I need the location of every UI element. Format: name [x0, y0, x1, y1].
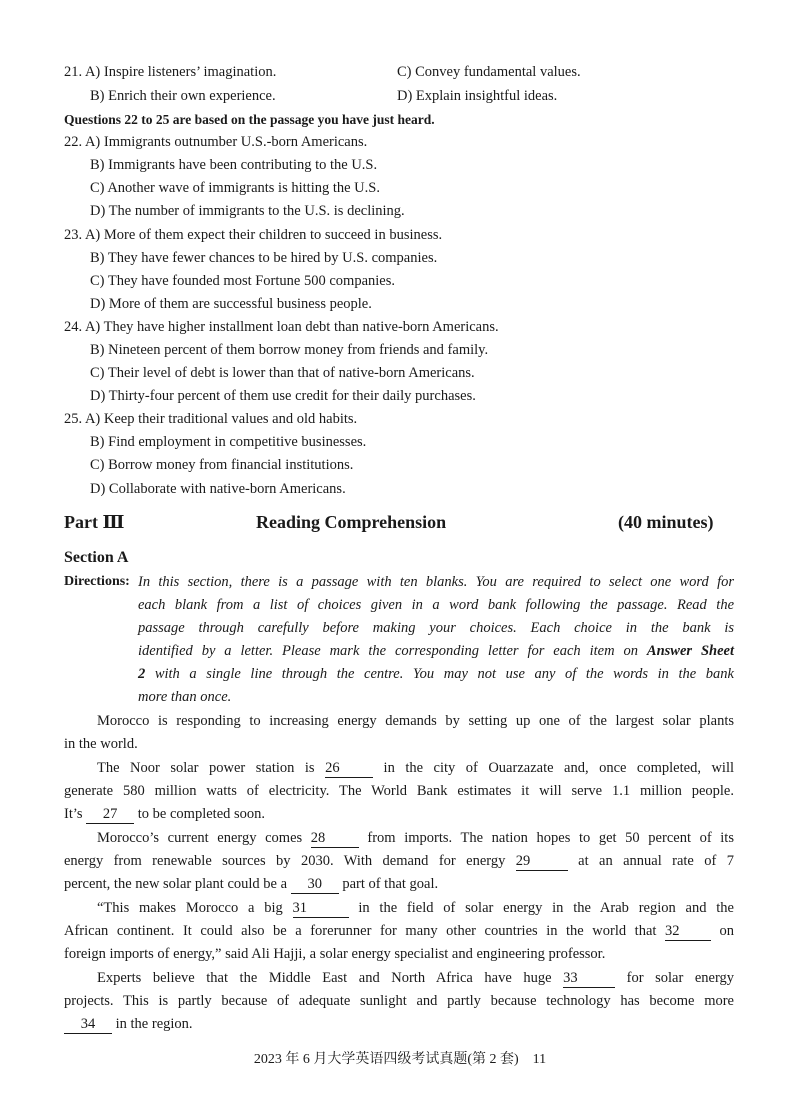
option-b: B) Find employment in competitive businesses. [90, 434, 367, 450]
option-a: A) More of them expect their children to succeed in business. [84, 227, 443, 243]
passage-line [64, 874, 438, 894]
answer-sheet-label: Answer Sheet [646, 643, 734, 659]
directions-text: identified by a letter. Please mark the corresponding letter for each item on [138, 643, 647, 659]
passage-text: to be completed soon. [134, 806, 266, 822]
question-22 [64, 132, 367, 152]
option-d: D) More of them are successful business people. [90, 296, 372, 312]
part-title: Reading Comprehension [256, 512, 447, 532]
passage-text: in the region. [112, 1016, 193, 1032]
passage-text: It’s [64, 806, 87, 822]
directions-label: Directions: [64, 574, 130, 589]
option-b: B) Enrich their own experience. [90, 88, 276, 104]
passage-line: in the world. [64, 736, 138, 752]
option-d: D) Collaborate with native-born Americans. [90, 481, 346, 497]
question-number: 24. [64, 319, 83, 335]
directions-line-5 [138, 664, 734, 684]
question-number: 23. [64, 227, 83, 243]
question-number: 22. [64, 134, 83, 150]
passage-line [64, 921, 734, 941]
option-b: B) Nineteen percent of them borrow money from friends and family. [90, 342, 489, 358]
passage-line: generate 580 million watts of electricity. The World Bank estimates it will serve 1.1 million people. [64, 783, 734, 799]
passage-text: part of that goal. [338, 876, 439, 892]
passage-text: for solar energy [615, 970, 735, 986]
option-b: B) They have fewer chances to be hired by U.S. companies. [90, 250, 438, 266]
option-c: C) Their level of debt is lower than that of native-born Americans. [90, 365, 475, 381]
option-a: A) Immigrants outnumber U.S.-born Americans. [84, 134, 368, 150]
directions-line-1: In this section, there is a passage with ten blanks. You are required to select one word for [138, 574, 734, 590]
passage-text: energy from renewable sources by 2030. With demand for energy [64, 853, 516, 869]
passage-line [64, 851, 734, 871]
page-footer: 2023 年 6 月大学英语四级考试真题(第 2 套) 11 [253, 1052, 547, 1067]
directions-line-6: more than once. [138, 689, 232, 705]
option-c: C) They have founded most Fortune 500 companies. [90, 273, 395, 289]
answer-sheet-number: 2 [138, 666, 146, 682]
passage-text: on [710, 923, 734, 939]
option-c: C) Convey fundamental values. [397, 64, 581, 80]
option-a: A) Keep their traditional values and old habits. [84, 411, 358, 427]
passage-text: percent, the new solar plant could be a [64, 876, 291, 892]
option-d: D) Thirty-four percent of them use credit for their daily purchases. [90, 388, 476, 404]
passage-line [97, 898, 734, 918]
passage-line: Morocco is responding to increasing energy demands by setting up one of the largest solar plants [97, 713, 734, 729]
blank-33: 33 [563, 970, 615, 988]
passage-line [64, 804, 265, 824]
blank-27: 27 [86, 806, 134, 824]
passage-text: in the field of solar energy in the Arab region and the [348, 900, 734, 916]
question-25 [64, 409, 357, 429]
option-d: D) Explain insightful ideas. [397, 88, 558, 104]
option-c: C) Borrow money from financial institutions. [90, 457, 354, 473]
blank-32: 32 [665, 923, 711, 941]
option-a: A) Inspire listeners’ imagination. [84, 64, 277, 80]
question-21 [64, 62, 276, 82]
questions-instruction: Questions 22 to 25 are based on the passage you have just heard. [64, 112, 435, 127]
part-time: (40 minutes) [618, 512, 714, 532]
passage-text: at an annual rate of 7 [567, 853, 735, 869]
passage-line: projects. This is partly because of adequate sunlight and partly because technology has become more [64, 993, 734, 1009]
passage-text: in the city of Ouarzazate and, once completed, will [373, 760, 735, 776]
option-a: A) They have higher installment loan debt than native-born Americans. [84, 319, 499, 335]
question-23 [64, 225, 442, 245]
passage-line: foreign imports of energy,” said Ali Hajji, a solar energy specialist and engineering professor. [64, 946, 606, 962]
passage-line [97, 758, 734, 778]
passage-line [64, 1014, 193, 1034]
part-label: Part Ⅲ [64, 512, 125, 532]
option-b: B) Immigrants have been contributing to the U.S. [90, 157, 378, 173]
blank-31: 31 [293, 900, 349, 918]
blank-34: 34 [64, 1016, 112, 1034]
blank-29: 29 [516, 853, 568, 871]
section-title: Section A [64, 549, 129, 566]
blank-28: 28 [311, 830, 359, 848]
question-24 [64, 317, 499, 337]
option-d: D) The number of immigrants to the U.S. is declining. [90, 203, 405, 219]
passage-text: Morocco’s current energy comes [97, 830, 311, 846]
question-number: 21. [64, 64, 83, 80]
question-number: 25. [64, 411, 83, 427]
passage-text: “This makes Morocco a big [97, 900, 293, 916]
directions-line-3: passage through carefully before making your choices. Each choice in the bank is [138, 620, 734, 636]
blank-30: 30 [291, 876, 339, 894]
passage-text: from imports. The nation hopes to get 50 percent of its [358, 830, 734, 846]
directions-line-4 [138, 641, 734, 661]
option-c: C) Another wave of immigrants is hitting the U.S. [90, 180, 380, 196]
passage-text: Experts believe that the Middle East and North Africa have huge [97, 970, 564, 986]
blank-26: 26 [325, 760, 373, 778]
directions-line-2: each blank from a list of choices given in a word bank following the passage. Read the [138, 597, 734, 613]
passage-line [97, 828, 734, 848]
passage-text: African continent. It could also be a forerunner for many other countries in the world that [64, 923, 665, 939]
passage-line [97, 968, 734, 988]
passage-text: The Noor solar power station is [97, 760, 326, 776]
directions-text: with a single line through the centre. You may not use any of the words in the bank [145, 666, 734, 682]
